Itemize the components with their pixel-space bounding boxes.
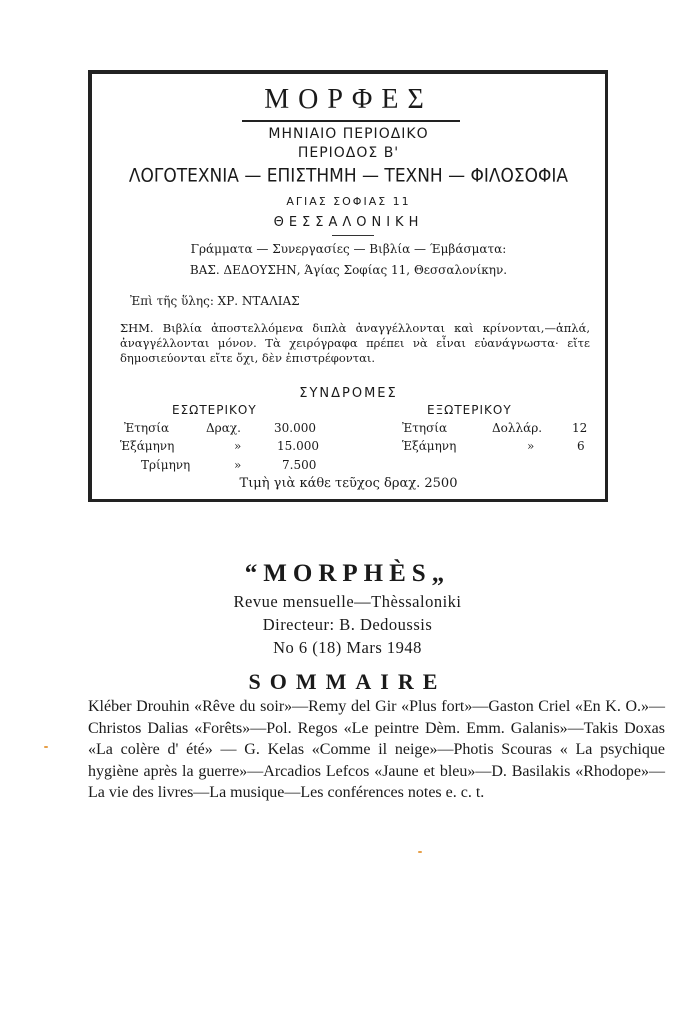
domestic-row-amount: 30.000 <box>274 421 316 435</box>
foreign-row-unit: Δολλάρ. <box>492 421 543 435</box>
domestic-heading: ΕΣΩΤΕΡΙΚΟΥ <box>172 403 257 417</box>
domestic-row-label: Τρίμηνη <box>141 458 191 472</box>
french-title: “MORPHÈS„ <box>244 560 451 587</box>
foreign-row-label: Ἑξάμηνη <box>402 439 457 453</box>
city-name: ΘΕΣΣΑΛΟΝΙΚΗ <box>273 215 424 230</box>
foreign-row-unit: » <box>527 439 535 453</box>
issue-price: Τιμὴ γιὰ κάθε τεῦχος δραχ. 2500 <box>239 476 458 491</box>
street-address: ΑΓΙΑΣ ΣΟΦΙΑΣ 11 <box>286 195 411 208</box>
domestic-row-label: Ἐτησία <box>124 421 170 435</box>
domestic-row-unit: » <box>234 458 242 472</box>
paper-speck <box>44 746 48 748</box>
french-director: Directeur: B. Dedoussis <box>262 615 433 634</box>
domestic-row-label: Ἑξάμηνη <box>120 439 175 453</box>
foreign-row-amount: 12 <box>572 421 588 435</box>
topics-line: ΛΟΓΟΤΕΧΝΙΑ — ΕΠΙΣΤΗΜΗ — ΤΕΧΝΗ — ΦΙΛΟΣΟΦΙΑ <box>128 164 569 188</box>
editorial-note: ΣΗΜ. Βιβλία ἀποστελλόμενα διπλὰ ἀναγγέλλονται καὶ κρίνονται,—ἁπλά, ἀναγγέλλονται μόνον. Τὰ χειρόγραφα πρέπει νὰ εἶναι εὐανάγνωστα· εἴτε δημοσιεύονται εἴτε ὄχι, δὲν ἐπιστρέφονται. <box>120 321 590 365</box>
domestic-row-unit: Δραχ. <box>206 421 241 435</box>
greek-info-box <box>88 70 608 502</box>
magazine-title: ΜΟΡΦΕΣ <box>264 84 433 115</box>
title-underline <box>242 120 460 122</box>
domestic-row-unit: » <box>234 439 242 453</box>
editor-line: Ἐπὶ τῆς ὕλης: ΧΡ. ΝΤΑΛΙΑΣ <box>130 294 300 308</box>
divider <box>332 235 374 236</box>
french-description: Revue mensuelle—Thèssaloniki <box>233 592 462 611</box>
subtitle-monthly: ΜΗΝΙΑΙΟ ΠΕΡΙΟΔΙΚΟ <box>268 126 429 142</box>
subtitle-period: ΠΕΡΙΟΔΟΣ Β' <box>297 145 400 161</box>
foreign-row-amount: 6 <box>577 439 585 453</box>
table-of-contents: Kléber Drouhin «Rêve du soir»—Remy del Gir «Plus fort»—Gaston Criel «En K. O.»—Christos Dalias «Forêts»—Pol. Regos «Le peintre Dèm. Emm. Galanis»—Takis Doxas «La colère d' été» — G. Kelas «Comme il neige»—Photis Scouras « La psychique hygiène après la guerre»—Arcadios Lefcos «Jaune et bleu»—D. Basilakis «Rhodope»—La vie des livres—La musique—Les conférences notes e. c. t. <box>88 698 665 801</box>
foreign-heading: ΕΞΩΤΕΡΙΚΟΥ <box>427 403 512 417</box>
contact-address: ΒΑΣ. ΔΕΔΟΥΣΗΝ, Άγίας Σοφίας 11, Θεσσαλονίκην. <box>189 263 508 277</box>
contact-subjects: Γράμματα — Συνεργασίες — Βιβλία — Έμβάσματα: <box>190 242 507 256</box>
paper-speck <box>418 851 422 853</box>
domestic-row-amount: 15.000 <box>277 439 319 453</box>
foreign-row-label: Ἐτησία <box>402 421 448 435</box>
subscriptions-heading: ΣΥΝΔΡΟΜΕΣ <box>299 386 398 401</box>
domestic-row-amount: 7.500 <box>282 458 317 472</box>
issue-number: No 6 (18) Mars 1948 <box>273 638 422 657</box>
sommaire-heading: SOMMAIRE <box>248 669 447 694</box>
